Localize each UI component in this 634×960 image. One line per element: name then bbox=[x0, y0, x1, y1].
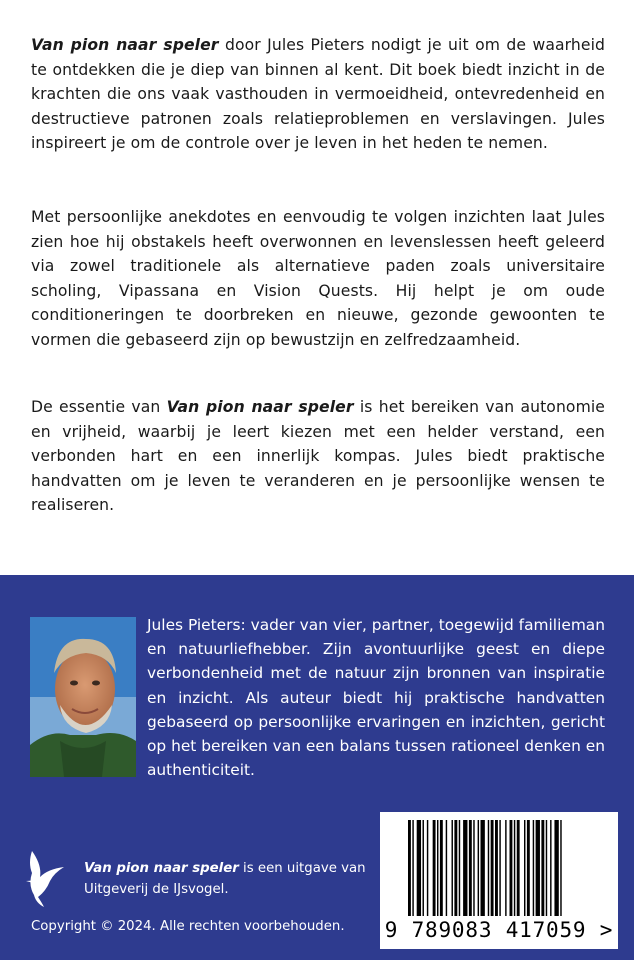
barcode-bar bbox=[452, 820, 453, 916]
publisher-note bbox=[84, 858, 374, 900]
barcode-bar bbox=[536, 820, 540, 916]
barcode-bar bbox=[505, 820, 506, 916]
blurb-text: is het bereiken van autonomie en vrijheid, waarbij je leert kiezen met een helder verstand, een verbonden hart en een innerlijk kompas. Jules biedt praktische handvatten om je leven te veranderen en je persoonlijke wensen te realiseren. bbox=[31, 398, 605, 515]
barcode-bar bbox=[495, 820, 498, 916]
blurb-text: De essentie van bbox=[31, 398, 167, 416]
barcode-bar bbox=[427, 820, 428, 916]
barcode-bar bbox=[459, 820, 460, 916]
barcode-bar bbox=[514, 820, 515, 916]
book-title: Van pion naar speler bbox=[166, 398, 354, 416]
author-photo bbox=[30, 617, 136, 777]
author-portrait-illustration bbox=[30, 617, 136, 777]
barcode-bar bbox=[554, 820, 558, 916]
barcode-bar bbox=[478, 820, 479, 916]
isbn-barcode bbox=[380, 812, 618, 949]
barcode-bar bbox=[417, 820, 421, 916]
blurb-paragraph-1 bbox=[31, 33, 605, 156]
barcode-bar bbox=[412, 820, 413, 916]
barcode-bar bbox=[527, 820, 530, 916]
copyright-notice: Copyright © 2024. Alle rechten voorbehouden. bbox=[31, 919, 345, 934]
barcode-bar bbox=[488, 820, 489, 916]
blurb-paragraph-2 bbox=[31, 205, 605, 353]
barcode-bar bbox=[454, 820, 457, 916]
barcode-digits: 9 789083 417059 > bbox=[384, 918, 614, 942]
barcode-bar bbox=[541, 820, 544, 916]
barcode-bar bbox=[524, 820, 525, 916]
barcode-bar bbox=[473, 820, 474, 916]
barcode-bar bbox=[550, 820, 551, 916]
publisher-text: is een uitgave van Uitgeverij de IJsvogel. bbox=[84, 861, 366, 897]
barcode-bar bbox=[440, 820, 443, 916]
book-title: Van pion naar speler bbox=[31, 36, 219, 54]
barcode-bar bbox=[499, 820, 500, 916]
barcode-bar bbox=[533, 820, 534, 916]
barcode-bar bbox=[517, 820, 520, 916]
barcode-bar bbox=[491, 820, 494, 916]
barcode-bar bbox=[481, 820, 485, 916]
kingfisher-logo-icon bbox=[24, 847, 68, 909]
blurb-paragraph-3 bbox=[31, 395, 605, 518]
barcode-bar bbox=[510, 820, 513, 916]
blurb-text: Met persoonlijke anekdotes en eenvoudig te volgen inzichten laat Jules zien hoe hij obstakels heeft overwonnen en levenslessen heeft geleerd via zowel traditionele als alternatieve paden zoals universitaire scholing, Vipassana en Vision Quests. Hij helpt je om oude conditioneringen te doorbreken en nieuwe, gezonde gewoonten te vormen die gebaseerd zijn op bewustzijn en zelfredzaamheid. bbox=[31, 208, 605, 349]
barcode-bar bbox=[423, 820, 424, 916]
barcode-bar bbox=[546, 820, 547, 916]
barcode-bar bbox=[463, 820, 467, 916]
book-title: Van pion naar speler bbox=[84, 861, 239, 876]
author-bio: Jules Pieters: vader van vier, partner, toegewijd familieman en natuurliefhebber. Zijn avontuurlijke geest en diepe verbondenheid met de natuur zijn bronnen van inspiratie en inzicht. Als auteur biedt hij praktische handvatten gebaseerd op persoonlijke ervaringen en inzichten, gericht op het bereiken van een balans tussen rationeel denken en authenticiteit. bbox=[147, 616, 606, 780]
blurb-text: door Jules Pieters nodigt je uit om de waarheid te ontdekken die je diep van binnen al kent. Dit boek biedt inzicht in de krachten die ons vaak vasthouden in vermoeidheid, ontevredenheid en destructieve patronen zoals relatieproblemen en verslavingen. Jules inspireert je om de controle over je leven in het heden te nemen. bbox=[31, 36, 605, 153]
barcode-bar bbox=[433, 820, 436, 916]
barcode-bar bbox=[446, 820, 447, 916]
barcode-bar bbox=[408, 820, 411, 916]
barcode-bar bbox=[560, 820, 561, 916]
author-section bbox=[0, 575, 634, 960]
barcode-bar bbox=[469, 820, 472, 916]
barcode-bars-icon bbox=[380, 812, 618, 920]
barcode-bar bbox=[437, 820, 438, 916]
